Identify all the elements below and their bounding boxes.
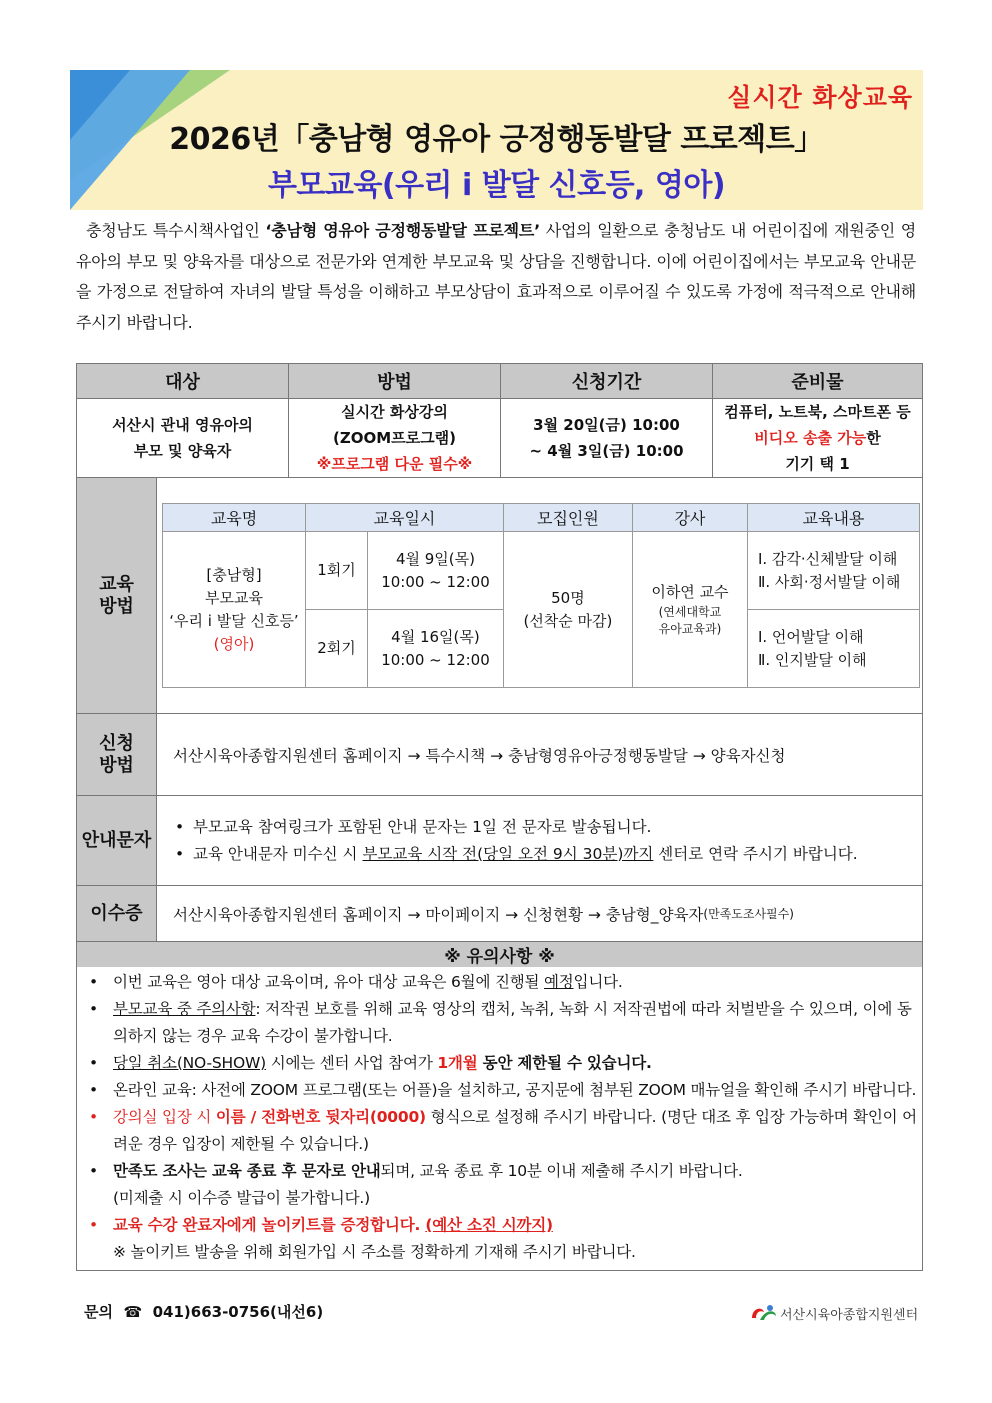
prep-line	[754, 425, 880, 451]
certificate-label: 이수증	[77, 886, 156, 941]
program-name-line: ‘우리 i 발달 신호등’	[169, 611, 299, 630]
caution-highlight: 1개월	[437, 1054, 478, 1072]
header-target: 대상	[77, 364, 288, 398]
contact-label: 문의	[84, 1303, 113, 1321]
target-cell	[77, 399, 288, 477]
org-logo	[748, 1302, 918, 1324]
intro-project-name: ‘충남형 영유아 긍정행동발달 프로젝트’	[265, 221, 540, 240]
logo-icon	[748, 1302, 780, 1324]
live-badge: 실시간 화상교육	[727, 83, 913, 112]
certificate-text: 서산시육아종합지원센터 홈페이지 → 마이페이지 → 신청현황 → 충남형_양육자	[173, 905, 704, 924]
caution-text: 시에는 센터 사업 참여가	[265, 1054, 438, 1072]
session-date-cell	[368, 532, 504, 610]
session-topics	[747, 610, 919, 688]
prep-cell	[712, 399, 922, 477]
summary-row	[77, 398, 922, 477]
instructor-cell	[632, 532, 747, 688]
sms-item-text: 부모교육 참여링크가 포함된 안내 문자는 1일 전 문자로 발송됩니다.	[193, 817, 652, 836]
capacity-note: (선착순 마감)	[523, 611, 613, 630]
sms-label: 안내문자	[77, 796, 156, 885]
session-topics	[747, 532, 919, 610]
apply-row	[77, 713, 922, 795]
method-line: 실시간 화상강의	[341, 403, 448, 421]
caution-highlight: (예산 소진 시까지)	[425, 1216, 553, 1234]
sms-item	[171, 841, 858, 868]
caution-text: 부모교육 중 주의사항	[113, 1000, 256, 1018]
caution-text: 입니다.	[573, 973, 623, 991]
session-date-cell	[368, 610, 504, 688]
caution-highlight: 강의실 입장 시	[113, 1108, 216, 1126]
caution-text: 당일 취소(NO-SHOW)	[113, 1054, 266, 1072]
method-line: (ZOOM프로그램)	[333, 429, 456, 447]
period-end: ~ 4월 3일(금) 10:00	[529, 442, 684, 460]
program-name-line: 부모교육	[205, 588, 263, 607]
caution-text: : 저작권 보호를 위해 교육 영상의 캡처, 녹취, 녹화 시 저작권법에 따라 처벌받을 수 있으며, 이에 동의하지 않는 경우 교육 수강이 불가합니다.	[113, 1000, 912, 1045]
education-table	[162, 503, 920, 688]
caution-text: (미제출 시 이수증 발급이 불가합니다.)	[113, 1189, 370, 1207]
certificate-note: (만족도조사필수)	[703, 907, 794, 921]
sms-item-text: 교육 안내문자 미수신 시	[193, 844, 363, 863]
session-number: 2회기	[306, 610, 368, 688]
sms-deadline: 부모교육 시작 전(당일 오전 9시 30분)까지	[362, 844, 654, 863]
prep-line: 컴퓨터, 노트북, 스마트폰 등	[724, 403, 911, 421]
caution-text: 예정	[544, 973, 574, 991]
caution-text: 형식으로 설정해 주시기 바랍니다. (명단 대조 후 입장 가능하며 확인이 어려운 경우 입장이 제한될 수 있습니다.)	[113, 1108, 917, 1153]
title-banner	[70, 70, 923, 210]
sms-item-text: 센터로 연락 주시기 바랍니다.	[653, 844, 858, 863]
caution-text: 동안 제한될 수 있습니다.	[477, 1054, 652, 1072]
header-period: 신청기간	[500, 364, 712, 398]
program-name-cell	[163, 532, 306, 688]
col-capacity: 모집인원	[503, 504, 632, 532]
session-date: 4월 16일(목)	[391, 627, 480, 646]
caution-item	[77, 996, 922, 1050]
caution-item	[77, 1077, 922, 1104]
topic: Ⅱ. 인지발달 이해	[757, 650, 867, 669]
period-start: 3월 20일(금) 10:00	[533, 416, 680, 434]
instructor-affiliation: 유아교육과)	[658, 622, 722, 636]
label-line: 신청	[99, 732, 134, 754]
program-name-line: [충남형]	[206, 565, 262, 584]
certificate-path	[156, 886, 922, 941]
contact-phone: 041)663-0756(내선6)	[152, 1303, 324, 1321]
label-line: 교육	[99, 573, 134, 595]
page-subtitle: 부모교육(우리 i 발달 신호등, 영아)	[267, 168, 726, 203]
caution-highlight: 만족도 조사는 교육 종료 후 문자로 안내	[113, 1162, 381, 1180]
topic: Ⅰ. 감각·신체발달 이해	[757, 549, 898, 568]
caution-item	[77, 1104, 922, 1158]
label-line: 방법	[99, 754, 134, 776]
prep-line: 기기 택 1	[785, 455, 850, 473]
caution-item	[77, 1212, 922, 1239]
topic: Ⅱ. 사회·정서발달 이해	[757, 572, 901, 591]
caution-subitem	[77, 1239, 922, 1266]
col-instructor: 강사	[632, 504, 747, 532]
apply-label	[77, 714, 156, 795]
topic: Ⅰ. 언어발달 이해	[757, 627, 864, 646]
session-time: 10:00 ~ 12:00	[381, 650, 490, 669]
caution-item	[77, 1158, 922, 1185]
sms-content	[156, 796, 922, 885]
program-audience: (영아)	[213, 634, 255, 653]
education-label	[77, 478, 156, 713]
caution-text: 온라인 교육: 사전에 ZOOM 프로그램(또는 어플)을 설치하고, 공지문에 첨부된 ZOOM 매뉴얼을 확인해 주시기 바랍니다.	[113, 1081, 917, 1099]
caution-subitem	[77, 1185, 922, 1212]
caution-highlight: 교육 수강 완료자에게 놀이키트를 증정합니다.	[113, 1216, 426, 1234]
caution-highlight: 이름 / 전화번호 뒷자리(0000)	[215, 1108, 426, 1126]
session-date: 4월 9일(목)	[395, 549, 475, 568]
prep-suffix: 한	[866, 429, 881, 447]
apply-path: 서산시육아종합지원센터 홈페이지 → 특수시책 → 충남형영유아긍정행동발달 → 양육자신청	[156, 714, 922, 795]
intro-text: 충청남도 특수시책사업인	[86, 221, 266, 240]
contact-info	[84, 1301, 323, 1322]
sms-list	[171, 814, 858, 868]
summary-header-row	[77, 364, 922, 398]
prep-video: 비디오 송출 가능	[754, 429, 867, 447]
caution-list	[77, 967, 922, 1270]
page-title: 2026년「충남형 영유아 긍정행동발달 프로젝트」	[169, 122, 824, 157]
capacity-value: 50명	[551, 588, 585, 607]
phone-icon: ☎	[118, 1303, 148, 1321]
instructor-affiliation: (연세대학교	[658, 605, 722, 619]
org-name: 서산시육아종합지원센터	[780, 1307, 919, 1323]
method-note: ※프로그램 다운 필수※	[316, 455, 473, 473]
sms-item	[171, 814, 858, 841]
session-row	[163, 532, 920, 610]
col-datetime: 교육일시	[306, 504, 504, 532]
caution-text: 이번 교육은 영아 대상 교육이며, 유아 대상 교육은 6월에 진행될	[113, 973, 544, 991]
caution-text: ※ 놀이키트 발송을 위해 회원가입 시 주소를 정확하게 기재해 주시기 바랍니다.	[113, 1243, 636, 1261]
period-cell	[500, 399, 712, 477]
caution-item	[77, 969, 922, 996]
session-number: 1회기	[306, 532, 368, 610]
target-line: 부모 및 양육자	[133, 442, 232, 460]
session-time: 10:00 ~ 12:00	[381, 572, 490, 591]
label-line: 방법	[99, 595, 134, 617]
sms-row	[77, 795, 922, 885]
col-name: 교육명	[163, 504, 306, 532]
info-table	[76, 363, 923, 1271]
instructor-name: 이하연 교수	[651, 583, 729, 601]
col-content: 교육내용	[747, 504, 919, 532]
caution-text: 되며, 교육 종료 후 10분 이내 제출해 주시기 바랍니다.	[380, 1162, 743, 1180]
intro-text-rest: 사업의 일환으로 충청남도 내 어린이집에 재원중인 영유아의 부모 및 양육자를 대상으로 전문가와 연계한 부모교육 및 상담을 진행합니다. 이에 어린이집에서는 부모교육 안내문을 가정으로 전달하여 자녀의 발달 특성을 이해하고 부모상담이 효과적으로 이루어질 수 있도록 가정에 적극적으로 안내해주시기 바랍니다.	[76, 221, 916, 332]
certificate-row	[77, 885, 922, 941]
method-cell	[288, 399, 500, 477]
header-method: 방법	[288, 364, 500, 398]
intro-paragraph	[76, 216, 916, 338]
education-row	[77, 477, 922, 713]
caution-item	[77, 1050, 922, 1077]
header-prep: 준비물	[712, 364, 922, 398]
education-content	[156, 478, 922, 713]
caution-title: ※ 유의사항 ※	[77, 941, 922, 967]
capacity-cell	[503, 532, 632, 688]
target-line: 서산시 관내 영유아의	[112, 416, 253, 434]
education-header-row	[163, 504, 920, 532]
